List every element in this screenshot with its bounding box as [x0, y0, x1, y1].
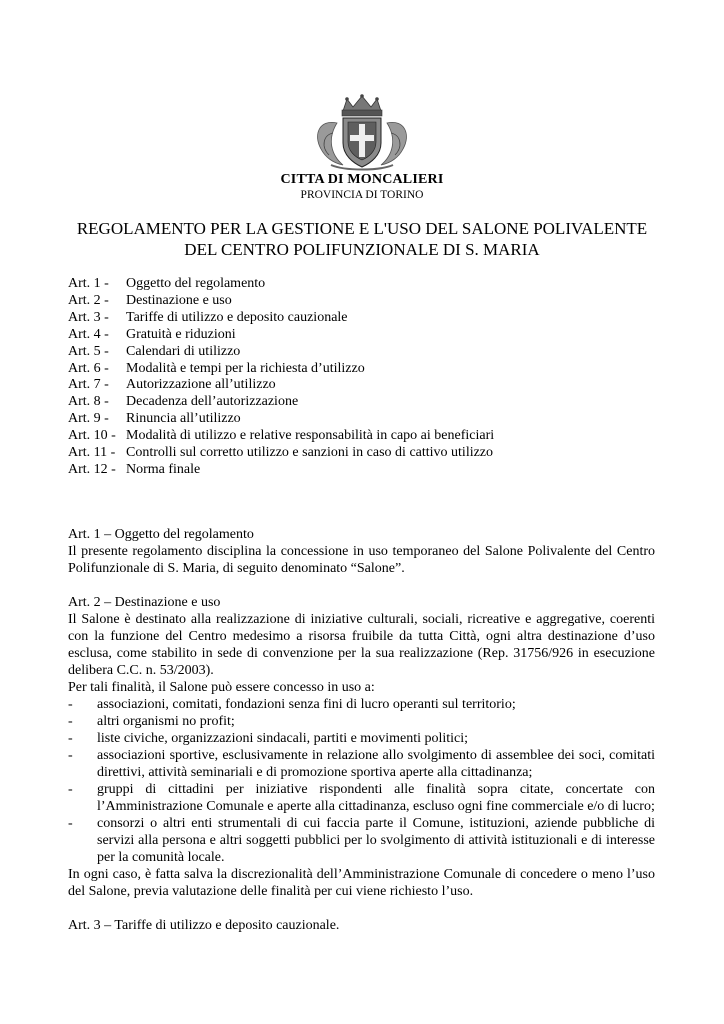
list-bullet: -: [68, 748, 73, 763]
toc-item: [68, 276, 668, 293]
list-item: [68, 696, 655, 713]
list-item-text: altri organismi no profit;: [97, 714, 235, 729]
list-item: [68, 730, 655, 747]
article-2-closing: In ogni caso, è fatta salva la discrezionalità dell’Amministrazione Comunale di concedere o meno l’uso del Salone, previa valutazione delle finalità per cui viene richiesto l’uso.: [68, 867, 655, 899]
toc-item-label: Rinuncia all’utilizzo: [126, 411, 241, 427]
list-item: [68, 781, 655, 815]
toc-item-label: Controlli sul corretto utilizzo e sanzioni in caso di cattivo utilizzo: [126, 445, 494, 461]
toc-item-number: Art. 11 -: [68, 445, 116, 461]
table-of-contents: [68, 276, 668, 479]
toc-item-number: Art. 10 -: [68, 428, 116, 444]
article-1-text: Il presente regolamento disciplina la concessione in uso temporaneo del Salone Polivalente del Centro Polifunzionale di S. Maria, di seguito denominato “Salone”.: [68, 544, 655, 576]
list-bullet: -: [68, 816, 73, 831]
list-item: [68, 713, 655, 730]
toc-item: [68, 327, 668, 344]
toc-item: [68, 428, 668, 445]
toc-item-label: Tariffe di utilizzo e deposito cauzionale: [126, 309, 348, 325]
toc-item-label: Autorizzazione all’utilizzo: [126, 377, 276, 393]
toc-item: [68, 462, 668, 479]
list-item-text: associazioni, comitati, fondazioni senza fini di lucro operanti sul territorio;: [97, 697, 516, 712]
list-bullet: -: [68, 731, 73, 746]
list-item-text: liste civiche, organizzazioni sindacali, partiti e movimenti politici;: [97, 731, 469, 746]
list-item: [68, 815, 655, 866]
toc-item-number: Art. 1 -: [68, 276, 109, 291]
toc-item: [68, 310, 668, 327]
toc-item-number: Art. 9 -: [68, 411, 109, 427]
document-title: [0, 218, 724, 260]
toc-item: [68, 394, 668, 411]
toc-item-number: Art. 5 -: [68, 343, 109, 359]
toc-item-number: Art. 4 -: [68, 326, 109, 342]
toc-item-number: Art. 6 -: [68, 360, 109, 376]
list-item: [68, 747, 655, 781]
toc-item-label: Norma finale: [126, 461, 201, 477]
article-2-heading: Art. 2 – Destinazione e uso: [68, 595, 221, 610]
toc-item-number: Art. 12 -: [68, 461, 116, 477]
toc-item-number: Art. 8 -: [68, 394, 109, 410]
toc-item-number: Art. 3 -: [68, 309, 109, 325]
list-item-text: gruppi di cittadini per iniziative rispondenti alle finalità sopra citate, concertate con l’Amministrazione Comunale e aperte alla cittadinanza, escluso ogni fine commerciale e/o di lucro;: [97, 782, 655, 814]
toc-item: [68, 361, 668, 378]
toc-item: [68, 377, 668, 394]
toc-item-number: Art. 2 -: [68, 292, 109, 308]
toc-item-label: Destinazione e uso: [126, 292, 232, 308]
list-bullet: -: [68, 782, 73, 797]
toc-item: [68, 445, 668, 462]
province-name: PROVINCIA DI TORINO: [300, 189, 424, 201]
toc-item: [68, 344, 668, 361]
toc-item-label: Modalità di utilizzo e relative responsabilità in capo ai beneficiari: [126, 428, 495, 444]
list-item-text: consorzi o altri enti strumentali di cui faccia parte il Comune, istituzioni, aziende pubbliche di servizi alla persona e altri soggetti pubblici per lo svolgimento di attività istituzionali e di interesse per la comunità locale.: [97, 816, 655, 865]
document-body: [68, 526, 655, 934]
document-title-line-2: DEL CENTRO POLIFUNZIONALE DI S. MARIA: [184, 240, 540, 259]
article-3-heading: Art. 3 – Tariffe di utilizzo e deposito cauzionale.: [68, 918, 340, 933]
article-2-intro: Per tali finalità, il Salone può essere concesso in uso a:: [68, 680, 375, 695]
toc-item-number: Art. 7 -: [68, 377, 109, 393]
toc-item-label: Modalità e tempi per la richiesta d’utilizzo: [126, 360, 365, 376]
toc-item-label: Calendari di utilizzo: [126, 343, 241, 359]
city-coat-of-arms-icon: [309, 93, 415, 173]
list-bullet: -: [68, 697, 73, 712]
article-1-heading: Art. 1 – Oggetto del regolamento: [68, 527, 254, 542]
city-name: CITTA DI MONCALIERI: [280, 172, 444, 187]
toc-item-label: Oggetto del regolamento: [126, 276, 266, 291]
beneficiaries-list: [68, 696, 655, 866]
list-item-text: associazioni sportive, esclusivamente in relazione allo svolgimento di assemblee dei soci, comitati direttivi, attività seminariali e di promozione sportiva aperte alla cittadinanza;: [97, 748, 655, 780]
toc-item: [68, 411, 668, 428]
toc-item-label: Gratuità e riduzioni: [126, 326, 236, 342]
document-title-line-1: REGOLAMENTO PER LA GESTIONE E L'USO DEL SALONE POLIVALENTE: [76, 219, 648, 238]
list-bullet: -: [68, 714, 73, 729]
toc-item: [68, 293, 668, 310]
article-2-text: Il Salone è destinato alla realizzazione di iniziative culturali, sociali, ricreative e aggregative, coerenti con la funzione del Centro medesimo a risorsa fruibile da tutta Città, ogni altra destinazione d’uso esclusa, come stabilito in sede di convenzione per la sua realizzazione (Rep. 31756/926 in esecuzione delibera C.C. n. 53/2003).: [68, 612, 655, 678]
toc-item-label: Decadenza dell’autorizzazione: [126, 394, 299, 410]
